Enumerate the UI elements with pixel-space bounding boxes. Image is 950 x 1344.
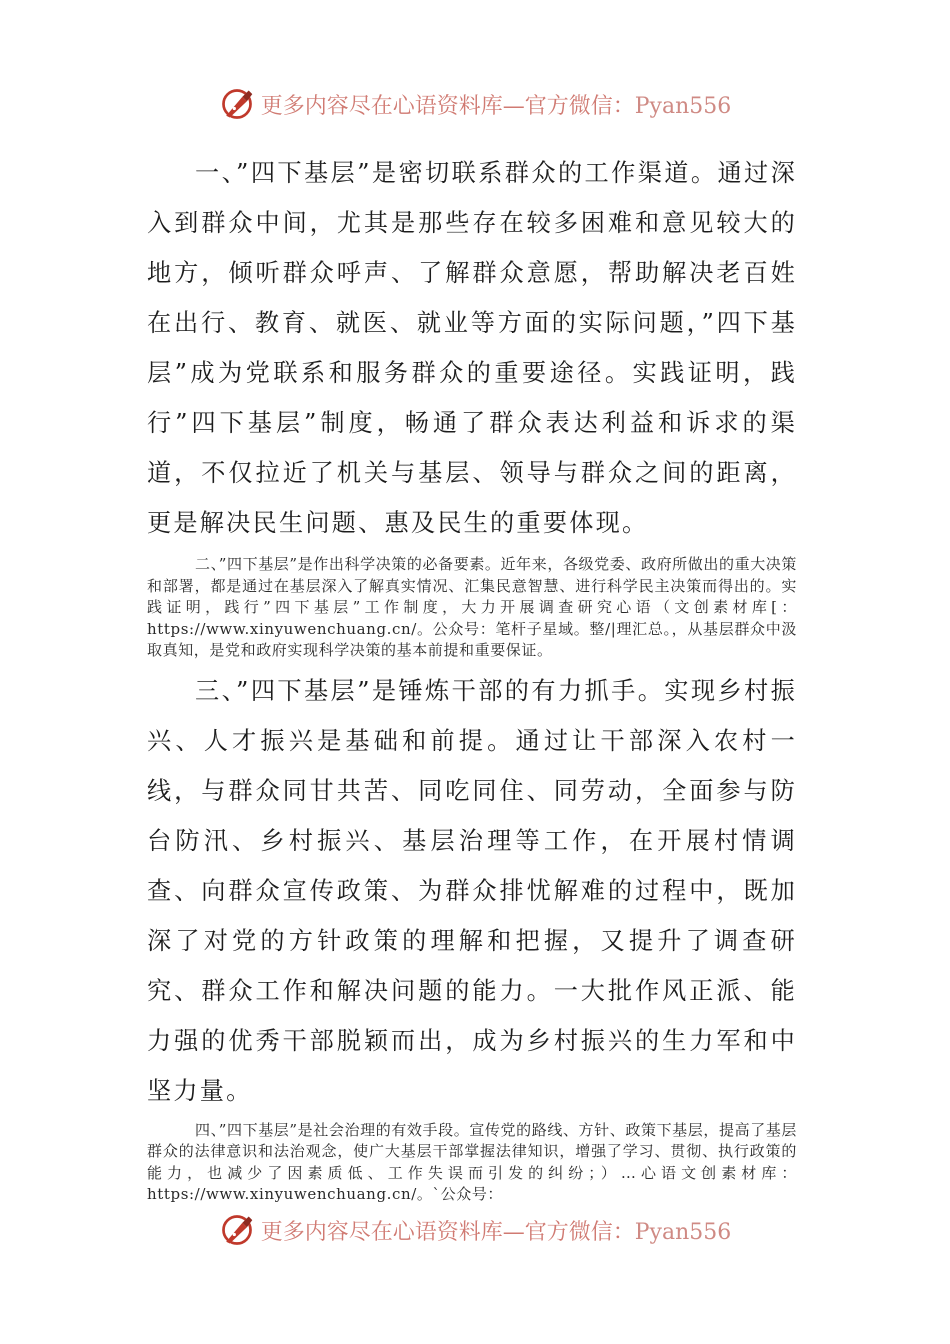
footer-banner-label: 更多内容尽在心语资料库—官方微信： bbox=[260, 1219, 635, 1245]
paragraph-4: 四、”四下基层”是社会治理的有效手段。宣传党的路线、方针、政策下基层，提高了基层群众的法律意识和法治观念，使广大基层干部掌握法律知识，增强了学习、贯彻、执行政策的能力，也减少了因素质低、工作失误而引发的纠纷；）…心语文创素材库：https://www.xinyuwenchuang.cn/。`公众号： bbox=[147, 1120, 797, 1203]
header-banner-text bbox=[261, 89, 732, 120]
footer-banner-text bbox=[261, 1215, 732, 1246]
header-wechat-id: Pyan556 bbox=[634, 93, 732, 119]
paragraph-2: 二、”四下基层”是作出科学决策的必备要素。近年来，各级党委、政府所做出的重大决策和部署，都是通过在基层深入了解真实情况、汇集民意智慧、进行科学民主决策而得出的。实践证明，践行”四下基层”工作制度，大力开展调查研究心语（文创素材库[：https://www.xinyuwenchuang.cn/。公众号：笔杆子星域。整/|理汇总。，从基层群众中汲取真知，是党和政府实现科学决策的基本前提和重要保证。 bbox=[147, 555, 797, 659]
paragraph-3: 三、”四下基层”是锤炼干部的有力抓手。实现乡村振兴、人才振兴是基础和前提。通过让干部深入农村一线，与群众同甘共苦、同吃同住、同劳动，全面参与防台防汛、乡村振兴、基层治理等工作，在开展村情调查、向群众宣传政策、为群众排忧解难的过程中，既加深了对党的方针政策的理解和把握，又提升了调查研究、群众工作和解决问题的能力。一大批作风正派、能力强的优秀干部脱颖而出，成为乡村振兴的生力军和中坚力量。 bbox=[147, 676, 797, 1105]
pen-nib-logo-icon bbox=[219, 1212, 255, 1248]
header-banner-label: 更多内容尽在心语资料库—官方微信： bbox=[260, 93, 635, 119]
footer-banner bbox=[0, 1208, 950, 1252]
footer-wechat-id: Pyan556 bbox=[634, 1219, 732, 1245]
pen-nib-logo-icon bbox=[219, 86, 255, 122]
paragraph-1: 一、”四下基层”是密切联系群众的工作渠道。通过深入到群众中间，尤其是那些存在较多困难和意见较大的地方，倾听群众呼声、了解群众意愿，帮助解决老百姓在出行、教育、就医、就业等方面的实际问题，”四下基层”成为党联系和服务群众的重要途径。实践证明，践行”四下基层”制度，畅通了群众表达利益和诉求的渠道，不仅拉近了机关与基层、领导与群众之间的距离，更是解决民生问题、惠及民生的重要体现。 bbox=[147, 159, 797, 537]
document-body bbox=[147, 148, 797, 1206]
header-banner bbox=[0, 82, 950, 126]
